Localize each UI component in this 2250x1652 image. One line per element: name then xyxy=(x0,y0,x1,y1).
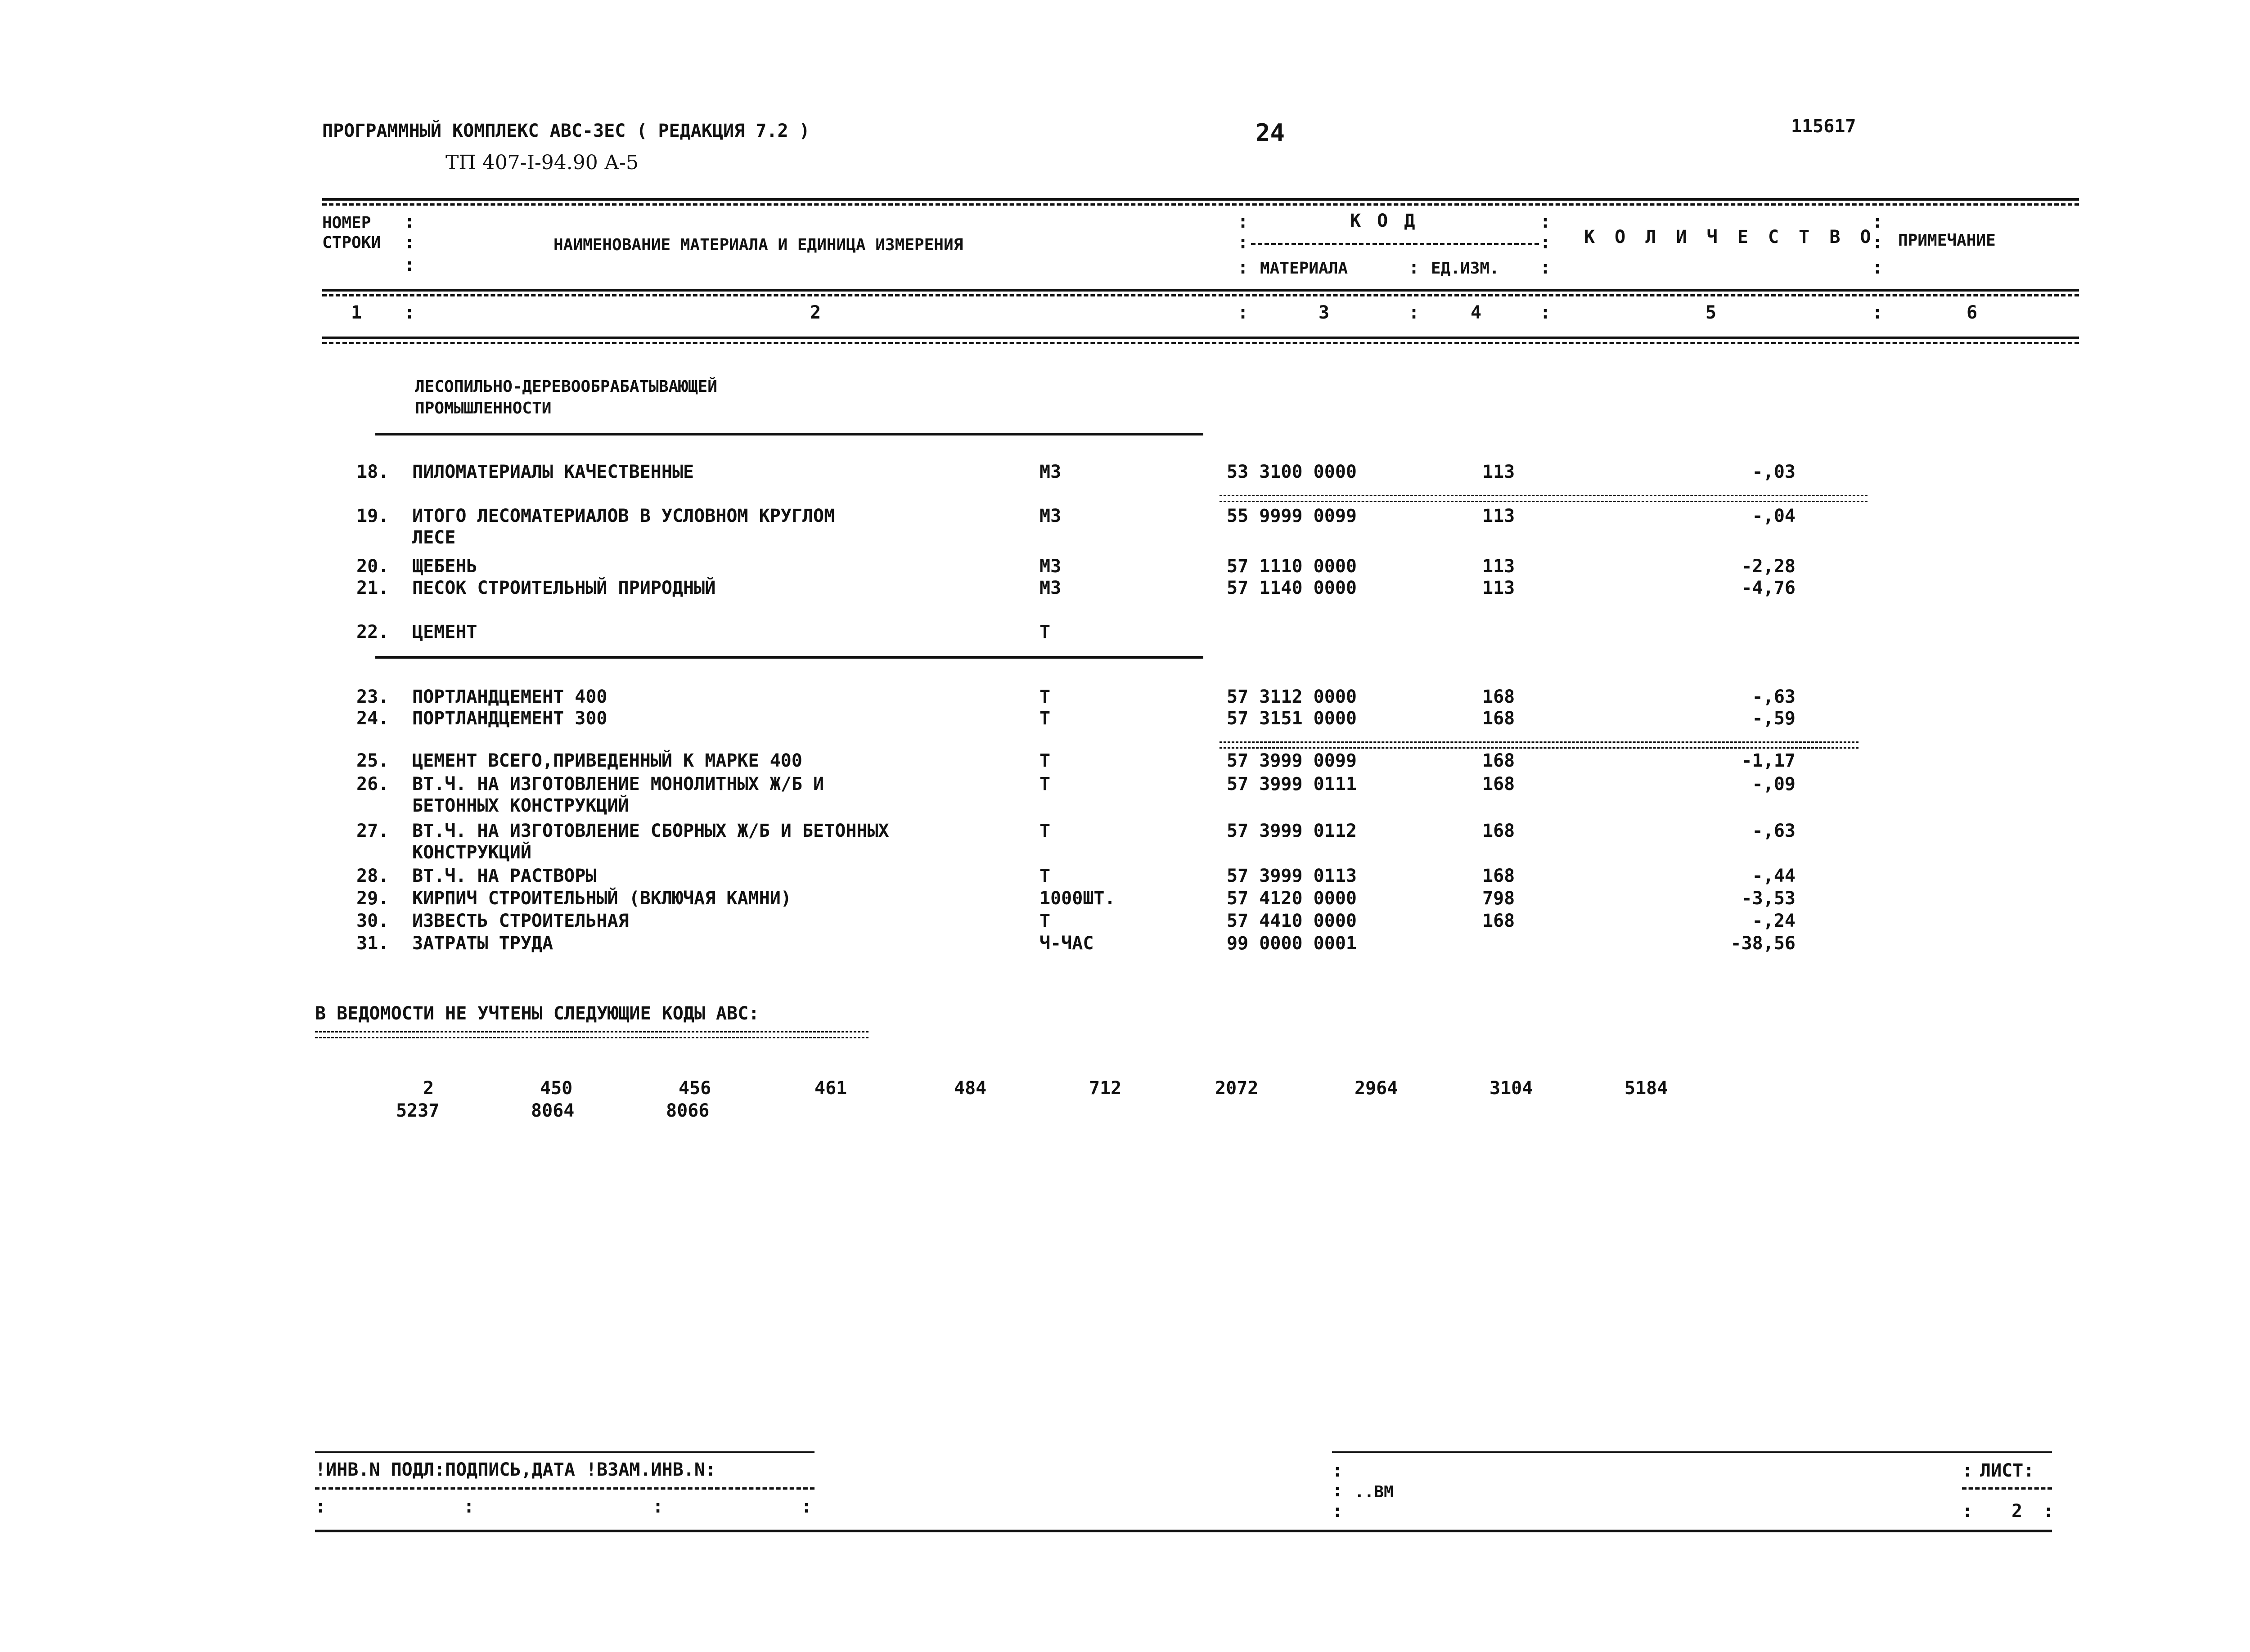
unit-code: 168 xyxy=(1482,774,1515,795)
stamp-note: ..ВМ xyxy=(1354,1483,1394,1501)
unit-code: 113 xyxy=(1482,578,1515,598)
unit-of-measure: Т xyxy=(1040,821,1051,841)
material-name: ПЕСОК СТРОИТЕЛЬНЫЙ ПРИРОДНЫЙ xyxy=(412,578,716,598)
row-number: 24. xyxy=(356,708,389,729)
column-4-title: ЕД.ИЗМ. xyxy=(1431,259,1499,278)
unaccounted-code: 456 xyxy=(679,1078,711,1099)
material-name: ПОРТЛАНДЦЕМЕНТ 300 xyxy=(412,708,608,729)
table-row xyxy=(0,556,2250,579)
column-number-5: 5 xyxy=(1706,302,1717,323)
quantity: -,24 xyxy=(1752,911,1796,931)
separator: : xyxy=(1540,211,1551,232)
material-name: ВТ.Ч. НА РАСТВОРЫ xyxy=(412,866,597,886)
unaccounted-code: 484 xyxy=(954,1078,987,1099)
table-row xyxy=(0,578,2250,601)
separator: : xyxy=(1962,1460,1973,1481)
row-number: 22. xyxy=(356,622,389,642)
table-row xyxy=(0,750,2250,774)
unaccounted-code: 3104 xyxy=(1490,1078,1533,1099)
table-top-dashes xyxy=(322,203,2079,206)
material-code: 57 3999 0099 xyxy=(1227,750,1357,771)
row-number: 28. xyxy=(356,866,389,886)
section-title xyxy=(415,376,717,419)
material-code: 57 3999 0113 xyxy=(1227,866,1357,886)
column-6-title: ПРИМЕЧАНИЕ xyxy=(1898,231,1996,250)
row-number: 21. xyxy=(356,578,389,598)
separator: : xyxy=(404,302,415,323)
page-number: 24 xyxy=(1256,119,1285,147)
separator: : xyxy=(464,1496,475,1517)
table-top-rule xyxy=(322,198,2079,201)
separator: : xyxy=(1238,257,1249,278)
separator: : xyxy=(1408,257,1420,278)
separator: : xyxy=(1540,232,1551,253)
unit-of-measure: М3 xyxy=(1040,462,1062,482)
material-name: ЗАТРАТЫ ТРУДА xyxy=(412,933,554,954)
separator: : xyxy=(1238,211,1249,232)
row-number: 27. xyxy=(356,821,389,841)
quantity: -,63 xyxy=(1752,821,1796,841)
unit-of-measure: 1000ШТ. xyxy=(1040,888,1116,909)
column-3-title: МАТЕРИАЛА xyxy=(1260,259,1348,278)
unaccounted-code: 712 xyxy=(1089,1078,1122,1099)
sheet-label: ЛИСТ: xyxy=(1980,1460,2034,1481)
column-number-2: 2 xyxy=(810,302,821,323)
unaccounted-code: 461 xyxy=(814,1078,847,1099)
separator: : xyxy=(1540,302,1551,323)
material-name: ВТ.Ч. НА ИЗГОТОВЛЕНИЕ СБОРНЫХ Ж/Б И БЕТОННЫХ xyxy=(412,821,889,841)
separator: : xyxy=(1332,1501,1343,1522)
unit-of-measure: Т xyxy=(1040,687,1051,707)
quantity: -,44 xyxy=(1752,866,1796,886)
material-code: 57 3112 0000 xyxy=(1227,687,1357,707)
unaccounted-title: В ВЕДОМОСТИ НЕ УЧТЕНЫ СЛЕДУЮЩИЕ КОДЫ АВС: xyxy=(315,1003,760,1024)
material-name: ВТ.Ч. НА ИЗГОТОВЛЕНИЕ МОНОЛИТНЫХ Ж/Б И xyxy=(412,774,824,795)
column-number-3: 3 xyxy=(1318,302,1330,323)
column-numbers-rule xyxy=(322,337,2079,339)
material-code: 57 1110 0000 xyxy=(1227,556,1357,577)
separator: : xyxy=(404,232,415,253)
material-name: ПОРТЛАНДЦЕМЕНТ 400 xyxy=(412,687,608,707)
quantity: -2,28 xyxy=(1741,556,1796,577)
table-row xyxy=(0,821,2250,863)
separator: : xyxy=(1872,302,1883,323)
separator: : xyxy=(1540,257,1551,278)
unit-of-measure: М3 xyxy=(1040,556,1062,577)
section-title-line1: ЛЕСОПИЛЬНО-ДЕРЕВООБРАБАТЫВАЮЩЕЙ xyxy=(415,377,717,396)
header-rule xyxy=(322,289,2079,292)
unit-code: 168 xyxy=(1482,866,1515,886)
row-number: 25. xyxy=(356,750,389,771)
column-1-title-line1: НОМЕР xyxy=(322,214,371,232)
quantity: -,04 xyxy=(1752,506,1796,526)
row-number: 31. xyxy=(356,933,389,954)
material-name: ИТОГО ЛЕСОМАТЕРИАЛОВ В УСЛОВНОМ КРУГЛОМ xyxy=(412,506,835,526)
material-code: 57 3999 0112 xyxy=(1227,821,1357,841)
material-name: ПИЛОМАТЕРИАЛЫ КАЧЕСТВЕННЫЕ xyxy=(412,462,694,482)
material-name-continued: ЛЕСЕ xyxy=(412,527,456,548)
table-row xyxy=(0,774,2250,816)
separator: : xyxy=(1872,211,1883,232)
separator: : xyxy=(1872,257,1883,278)
total-separator-19 xyxy=(1220,495,1868,502)
quantity: -,09 xyxy=(1752,774,1796,795)
material-code: 57 1140 0000 xyxy=(1227,578,1357,598)
unit-code: 113 xyxy=(1482,462,1515,482)
material-name: ЩЕБЕНЬ xyxy=(412,556,477,577)
unit-code: 168 xyxy=(1482,911,1515,931)
column-numbers-dashes xyxy=(322,342,2079,344)
table-row xyxy=(0,687,2250,710)
separator: : xyxy=(315,1496,326,1517)
code-group-rule xyxy=(1251,243,1539,245)
quantity: -,03 xyxy=(1752,462,1796,482)
unit-code: 168 xyxy=(1482,708,1515,729)
material-name: КИРПИЧ СТРОИТЕЛЬНЫЙ (ВКЛЮЧАЯ КАМНИ) xyxy=(412,888,792,909)
separator: : xyxy=(1332,1460,1343,1481)
unit-code: 798 xyxy=(1482,888,1515,909)
material-code: 55 9999 0099 xyxy=(1227,506,1357,526)
table-row xyxy=(0,506,2250,548)
column-2-title: НАИМЕНОВАНИЕ МАТЕРИАЛА И ЕДИНИЦА ИЗМЕРЕНИЯ xyxy=(554,236,963,254)
quantity: -38,56 xyxy=(1730,933,1796,954)
separator: : xyxy=(404,211,415,232)
unaccounted-code: 5237 xyxy=(396,1100,440,1121)
unit-of-measure: М3 xyxy=(1040,506,1062,526)
table-row xyxy=(0,708,2250,732)
unit-code: 168 xyxy=(1482,821,1515,841)
unit-code: 113 xyxy=(1482,506,1515,526)
quantity: -4,76 xyxy=(1741,578,1796,598)
column-5-title: К О Л И Ч Е С Т В О xyxy=(1584,227,1876,247)
column-1-title xyxy=(322,213,381,253)
separator: : xyxy=(1238,232,1249,253)
stamp-bottom-rule xyxy=(315,1530,2052,1532)
material-code: 57 4120 0000 xyxy=(1227,888,1357,909)
material-name: ЦЕМЕНТ ВСЕГО,ПРИВЕДЕННЫЙ К МАРКЕ 400 xyxy=(412,750,802,771)
unaccounted-code: 8064 xyxy=(531,1100,575,1121)
unaccounted-code: 450 xyxy=(540,1078,573,1099)
material-code: 57 4410 0000 xyxy=(1227,911,1357,931)
stamp-left-header: !ИНВ.N ПОДЛ:ПОДПИСЬ,ДАТА !ВЗАМ.ИНВ.N: xyxy=(315,1459,716,1480)
column-number-4: 4 xyxy=(1471,302,1482,323)
sheet-number: 2 xyxy=(2012,1501,2023,1522)
unit-of-measure: Т xyxy=(1040,750,1051,771)
material-code: 53 3100 0000 xyxy=(1227,462,1357,482)
cement-underline xyxy=(375,656,1203,659)
document-id: 115617 xyxy=(1791,116,1856,137)
unaccounted-code: 2964 xyxy=(1354,1078,1398,1099)
row-number: 18. xyxy=(356,462,389,482)
material-name: ИЗВЕСТЬ СТРОИТЕЛЬНАЯ xyxy=(412,911,629,931)
table-row xyxy=(0,911,2250,934)
material-code: 99 0000 0001 xyxy=(1227,933,1357,954)
section-underline xyxy=(375,433,1203,435)
separator: : xyxy=(1962,1501,1973,1522)
row-number: 30. xyxy=(356,911,389,931)
separator: : xyxy=(1332,1480,1343,1501)
table-row xyxy=(0,866,2250,889)
unit-code: 113 xyxy=(1482,556,1515,577)
column-1-title-line2: СТРОКИ xyxy=(322,233,381,252)
material-code: 57 3151 0000 xyxy=(1227,708,1357,729)
unit-of-measure: Т xyxy=(1040,774,1051,795)
material-name: ЦЕМЕНТ xyxy=(412,622,477,642)
unit-of-measure: Т xyxy=(1040,708,1051,729)
separator: : xyxy=(652,1496,664,1517)
quantity: -,63 xyxy=(1752,687,1796,707)
separator: : xyxy=(801,1496,812,1517)
quantity: -1,17 xyxy=(1741,750,1796,771)
code-group-title: К О Д xyxy=(1350,211,1418,231)
column-number-6: 6 xyxy=(1966,302,1978,323)
total-separator-25 xyxy=(1220,741,1858,749)
unit-of-measure: Т xyxy=(1040,911,1051,931)
unit-code: 168 xyxy=(1482,687,1515,707)
section-title-line2: ПРОМЫШЛЕННОСТИ xyxy=(415,399,552,417)
unaccounted-code: 2 xyxy=(423,1078,434,1099)
row-number: 29. xyxy=(356,888,389,909)
unit-of-measure: Т xyxy=(1040,622,1051,642)
sheet-rule xyxy=(1962,1487,2052,1490)
row-number: 23. xyxy=(356,687,389,707)
separator: : xyxy=(2043,1501,2054,1522)
stamp-left-top-rule xyxy=(315,1451,814,1453)
stamp-left-mid-rule xyxy=(315,1487,814,1490)
unaccounted-code: 5184 xyxy=(1624,1078,1668,1099)
table-row xyxy=(0,622,2250,645)
separator: : xyxy=(1238,302,1249,323)
unit-of-measure: Т xyxy=(1040,866,1051,886)
table-row xyxy=(0,933,2250,956)
table-row xyxy=(0,462,2250,485)
row-number: 19. xyxy=(356,506,389,526)
header-rule-dashes xyxy=(322,294,2079,296)
row-number: 26. xyxy=(356,774,389,795)
unaccounted-underline xyxy=(315,1031,868,1038)
material-name-continued: БЕТОННЫХ КОНСТРУКЦИЙ xyxy=(412,795,629,816)
separator: : xyxy=(1872,232,1883,253)
row-number: 20. xyxy=(356,556,389,577)
column-number-1: 1 xyxy=(351,302,362,323)
unaccounted-code: 2072 xyxy=(1215,1078,1259,1099)
unit-of-measure: М3 xyxy=(1040,578,1062,598)
table-row xyxy=(0,888,2250,911)
unit-code: 168 xyxy=(1482,750,1515,771)
material-code: 57 3999 0111 xyxy=(1227,774,1357,795)
stamp-right-top-rule xyxy=(1332,1451,2052,1453)
quantity: -,59 xyxy=(1752,708,1796,729)
unit-of-measure: Ч-ЧАС xyxy=(1040,933,1094,954)
quantity: -3,53 xyxy=(1741,888,1796,909)
separator: : xyxy=(1408,302,1420,323)
program-name: ПРОГРАММНЫЙ КОМПЛЕКС АВС-3ЕС ( РЕДАКЦИЯ 7.2 ) xyxy=(322,121,810,141)
separator: : xyxy=(404,255,415,275)
unaccounted-code: 8066 xyxy=(666,1100,710,1121)
material-name-continued: КОНСТРУКЦИЙ xyxy=(412,842,531,863)
document-code: ТП 407-I-94.90 А-5 xyxy=(446,151,639,174)
